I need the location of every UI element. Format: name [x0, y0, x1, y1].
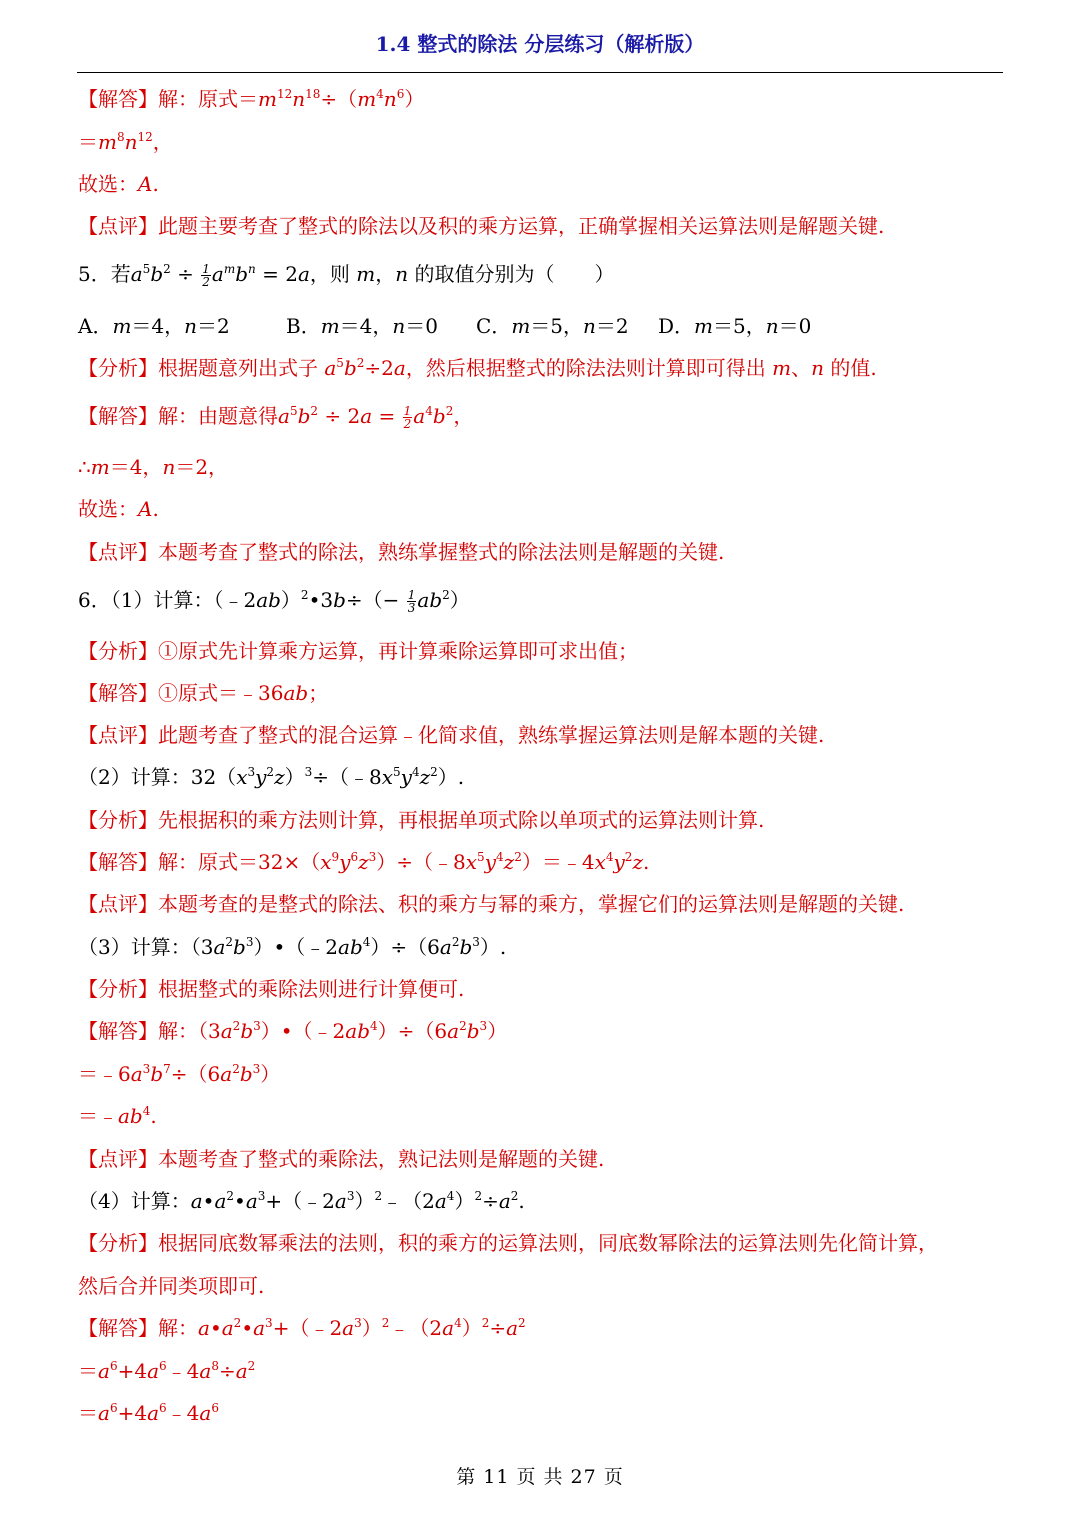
tag-analysis: 【分析】 — [78, 639, 158, 663]
q6-part2-comment — [78, 889, 904, 919]
q5-analysis: 【分析】根据题意列出式子 $a^5b^2\div 2a$，然后根据整式的除法法则计算即可得出 m、n 的值. — [78, 356, 877, 380]
q6-part4-answer-text: 解： — [158, 1316, 198, 1340]
q5-option-d: D．m＝5，n＝0 — [658, 314, 812, 338]
q5-stem-end: 的取值分别为（ ） — [408, 262, 615, 286]
tag-comment: 【点评】 — [78, 723, 158, 747]
q6-part4-analysis-text-2: 然后合并同类项即可. — [78, 1274, 265, 1298]
tag-answer: 【解答】 — [78, 1019, 158, 1043]
q6-part2-stem-text: （2）计算：32（ — [78, 765, 237, 789]
tag-answer: 【解答】 — [78, 87, 158, 111]
q6-part4-answer-line3: $=a^6+4a^6﹣4a^6$ — [78, 1401, 219, 1425]
q6-part2-comment-text: 本题考查的是整式的除法、积的乘方与幂的乘方，掌握它们的运算法则是解题的关键. — [158, 892, 905, 916]
q4-answer-line1: 【解答】解：原式$=m^{12}n^{18}\div(m^4n^6)$ — [78, 87, 425, 111]
tag-answer: 【解答】 — [78, 850, 158, 874]
q6-part3-comment — [78, 1144, 604, 1174]
therefore-sign: ∴ — [78, 455, 91, 479]
q6-part4-stem-text: （4）计算： — [78, 1189, 191, 1213]
tag-answer: 【解答】 — [78, 404, 158, 428]
tag-answer: 【解答】 — [78, 681, 158, 705]
period: . — [152, 172, 159, 196]
tag-comment: 【点评】 — [78, 214, 158, 238]
q6-part4-analysis-text-1: 根据同底数幂乘法的法则，积的乘方的运算法则，同底数幂除法的运算法则先化简计算， — [158, 1231, 938, 1255]
q5-options — [78, 311, 811, 341]
q5-option-c: C．m＝5，n＝2 — [476, 314, 629, 338]
fraction-one-third: $\frac{1}{3}$ — [407, 588, 416, 615]
choice-label: 故选： — [78, 172, 138, 196]
q6-part3-stem: （3）计算：$(3a^2b^3)•(﹣2ab^4)\div(6a^2b^3)$. — [78, 935, 507, 959]
q6-part3-answer-line3: $=﹣ab^4$. — [78, 1104, 157, 1128]
q5-comment-text: 本题考查了整式的除法，熟练掌握整式的除法法则是解题的关键. — [158, 540, 725, 564]
q4-answer-prefix: 解：原式＝ — [158, 87, 258, 111]
q6-part4-analysis-line1 — [78, 1228, 938, 1258]
q6-part3-answer-text: 解：（3 — [158, 1019, 221, 1043]
q6-part4-stem: （4）计算：$a•a^2•a^3+(﹣2a^3)^2﹣(2a^4)^2\div a^2$. — [78, 1189, 525, 1213]
q6-part3-comment-text: 本题考查了整式的乘除法，熟记法则是解题的关键. — [158, 1147, 605, 1171]
q4-choice — [78, 169, 159, 199]
choice-letter: A — [138, 172, 153, 196]
tag-analysis: 【分析】 — [78, 977, 158, 1001]
q6-part1-comment-text: 此题考查了整式的混合运算﹣化简求值，熟练掌握运算法则是解本题的关键. — [158, 723, 825, 747]
q6-part2-answer-text: 解：原式＝32×（ — [158, 850, 321, 874]
tag-comment: 【点评】 — [78, 540, 158, 564]
tag-analysis: 【分析】 — [78, 1231, 158, 1255]
q6-part2-analysis-text: 先根据积的乘方法则计算，再根据单项式除以单项式的运算法则计算. — [158, 808, 765, 832]
q6-part4-answer-line1: 【解答】解：$a•a^2•a^3+(﹣2a^3)^2﹣(2a^4)^2\div a^2$ — [78, 1316, 526, 1340]
q5-stem: 5．若$a^5b^2$ ÷ $\frac{1}{2}$ $a^mb^n = 2a$，则 m，n 的取值分别为（ ） — [78, 262, 615, 289]
q5-analysis-b: ，然后根据整式的除法法则计算即可得出 — [405, 356, 773, 380]
q4-comment-text: 此题主要考查了整式的除法以及积的乘方运算，正确掌握相关运算法则是解题关键. — [158, 214, 885, 238]
choice-label: 故选： — [78, 497, 138, 521]
q6-part1-comment — [78, 720, 824, 750]
q5-stem-mid: ，则 — [309, 262, 357, 286]
page-header-title: 1.4 整式的除法 分层练习（解析版） — [375, 32, 705, 56]
q6-part1-stem: 6．（1）计算：（﹣2ab）$^2$•3b÷（− $\frac{1}{3}$ $ab^2$） — [78, 588, 470, 615]
tag-comment: 【点评】 — [78, 1147, 158, 1171]
page-footer: 第 11 页 共 27 页 — [456, 1466, 624, 1488]
q6-part2-answer: 【解答】解：原式$=32\times(x^9y^6z^3)\div(﹣8x^5y^4z^2)=﹣4x^4y^2z$. — [78, 850, 650, 874]
fraction-one-half: $\frac{1}{2}$ — [403, 404, 412, 431]
tag-answer: 【解答】 — [78, 1316, 158, 1340]
q6-part1-analysis-text: ①原式先计算乘方运算，再计算乘除运算即可求出值； — [158, 639, 638, 663]
q6-part2-analysis — [78, 805, 764, 835]
q6-part3-answer-line1: 【解答】解：$(3a^2b^3)•(﹣2ab^4)\div(6a^2b^3)$ — [78, 1019, 508, 1043]
q5-answer-line2: ∴m＝4，n＝2， — [78, 455, 229, 479]
comma: ， — [152, 130, 173, 154]
q5-answer-line1: 【解答】解：由题意得$a^5b^2 \div 2a$ = $\frac{1}{2}$ $a^4b^2$， — [78, 404, 474, 431]
q6-part3-analysis — [78, 974, 464, 1004]
q4-comment — [78, 211, 884, 241]
q6-part1-answer-text: ①原式＝﹣36 — [158, 681, 284, 705]
fraction-one-half: $\frac{1}{2}$ — [202, 262, 210, 289]
q6-part4-analysis-line2 — [78, 1271, 264, 1301]
q6-part3-analysis-text: 根据整式的乘除法则进行计算便可. — [158, 977, 465, 1001]
q4-answer-line2: $=m^8n^{12}$， — [78, 130, 173, 154]
q5-analysis-c: 的值. — [824, 356, 877, 380]
q6-part1-answer: 【解答】①原式＝﹣36ab； — [78, 681, 329, 705]
q5-choice: 故选：A. — [78, 497, 159, 521]
q6-part1-stem-text: 6．（1）计算：（﹣2 — [78, 588, 257, 612]
q5-option-b: B．m＝4，n＝0 — [286, 314, 439, 338]
q6-part3-answer-line2: $=﹣6a^3b^7\div(6a^2b^3)$ — [78, 1062, 281, 1086]
q6-part2-stem: （2）计算：$32(x^3y^2z)^3\div(﹣8x^5y^4z^2)$. — [78, 765, 465, 789]
q6-part3-stem-text: （3）计算：（3 — [78, 935, 214, 959]
equals-sign: ＝ — [78, 130, 98, 154]
q6-part1-analysis — [78, 636, 638, 666]
q5-comment — [78, 537, 724, 567]
q5-option-a: A．m＝4，n＝2 — [78, 314, 230, 338]
q6-part4-answer-line2: $=a^6+4a^6﹣4a^8\div a^2$ — [78, 1359, 256, 1383]
q5-analysis-a: 根据题意列出式子 — [158, 356, 325, 380]
tag-comment: 【点评】 — [78, 892, 158, 916]
q5-answer-prefix: 解：由题意得 — [158, 404, 278, 428]
header-divider — [77, 72, 1003, 73]
tag-analysis: 【分析】 — [78, 356, 158, 380]
tag-analysis: 【分析】 — [78, 808, 158, 832]
q5-stem-prefix: 5．若 — [78, 262, 131, 286]
